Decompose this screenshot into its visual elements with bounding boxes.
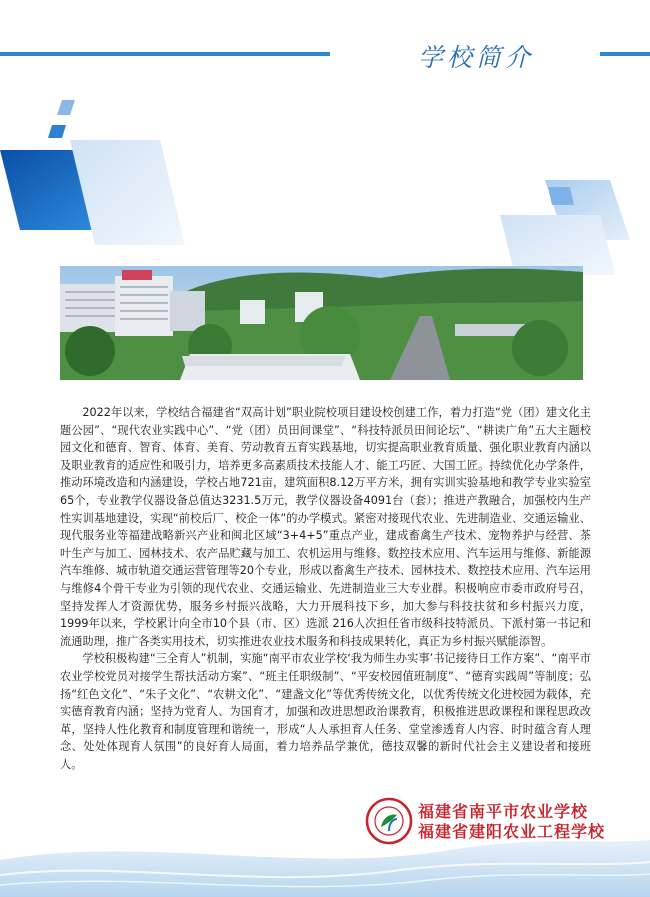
school-names [418, 802, 605, 842]
intro-text [60, 404, 591, 773]
page-title: 学校简介 [418, 43, 535, 72]
school-name-1: 福建省南平市农业学校 [418, 802, 589, 821]
intro-paragraph-2: 学校积极构建“三全育人”机制，实施“南平市农业学校‘我为师生办实事’书记接待日工作方案”、“南平市农业学校党员对接学生帮扶活动方案”、“班主任职级制”、“平安校园值班制度”、“德育实践周”等制度；弘扬“红色文化”、“朱子文化”、“农耕文化”、“建盏文化”等优秀传统文化，以优秀传统文化进校园为载体，充实德育教育内涵；坚持为党育人、为国育才，加强和改进思想政治课教育，积极推进思政课程和课程思政改革，坚持人性化教育和制度管理和谐统一，形成“人人承担育人任务、堂堂渗透育人内容、时时蕴含育人理念、处处体现育人氛围”的良好育人局面，着力培养品学兼优，德技双馨的新时代社会主义建设者和接班人。 [60, 652, 591, 771]
intro-paragraph-1: 2022年以来，学校结合福建省“双高计划”职业院校项目建设校创建工作，着力打造“党（团）建文化主题公园”、“现代农业实践中心”、“党（团）员田间课堂”、“科技特派员田间论坛”、“耕读广角”五大主题校园文化和德育、智育、体育、美育、劳动教育五育实践基地，切实提高职业教育质量、强化职业教育内涵以及职业教育的适应性和吸引力，培养更多高素质技术技能人才、能工巧匠、大国工匠。持续优化办学条件，推动环境改造和内涵建设，学校占地721亩，建筑面积8.12万平方米，拥有实训实验基地和教学专业实验室65个，专业教学仪器设备总值达3231.5万元，教学仪器设备4091台（套）；推进产教融合，加强校内生产性实训基地建设，实现“前校后厂、校企一体”的办学模式。紧密对接现代农业、先进制造业、交通运输业、现代服务业等福建战略新兴产业和闽北区域“3+4+5”重点产业，建成畜禽生产技术、宠物养护与经营、茶叶生产与加工、园林技术、农产品贮藏与加工、农机运用与维修、数控技术应用、汽车运用与维修、新能源汽车维修、城市轨道交通运营管理等20个专业，形成以畜禽生产技术、园林技术、数控技术应用、汽车运用与维修4个骨干专业为引领的现代农业、交通运输业、先进制造业三大专业群。积极响应市委市政府号召，坚持发挥人才资源优势，服务乡村振兴战略，大力开展科技下乡，加大参与科技扶贫和乡村振兴力度，1999年以来，学校累计向全市10个县（市、区）选派 216人次担任省市级科技特派员、下派村第一书记和流通助理，推广各类实用技术，切实推进农业技术服务和科技成果转化，真正为乡村振兴赋能添智。 [60, 406, 591, 648]
campus-photo [60, 266, 583, 380]
decorative-shapes [0, 0, 650, 290]
school-name-2: 福建省建阳农业工程学校 [418, 822, 606, 841]
deco-right-square [548, 187, 574, 205]
deco-small-square-2 [48, 125, 66, 138]
deco-small-square-1 [57, 100, 75, 115]
school-logo [365, 797, 413, 845]
